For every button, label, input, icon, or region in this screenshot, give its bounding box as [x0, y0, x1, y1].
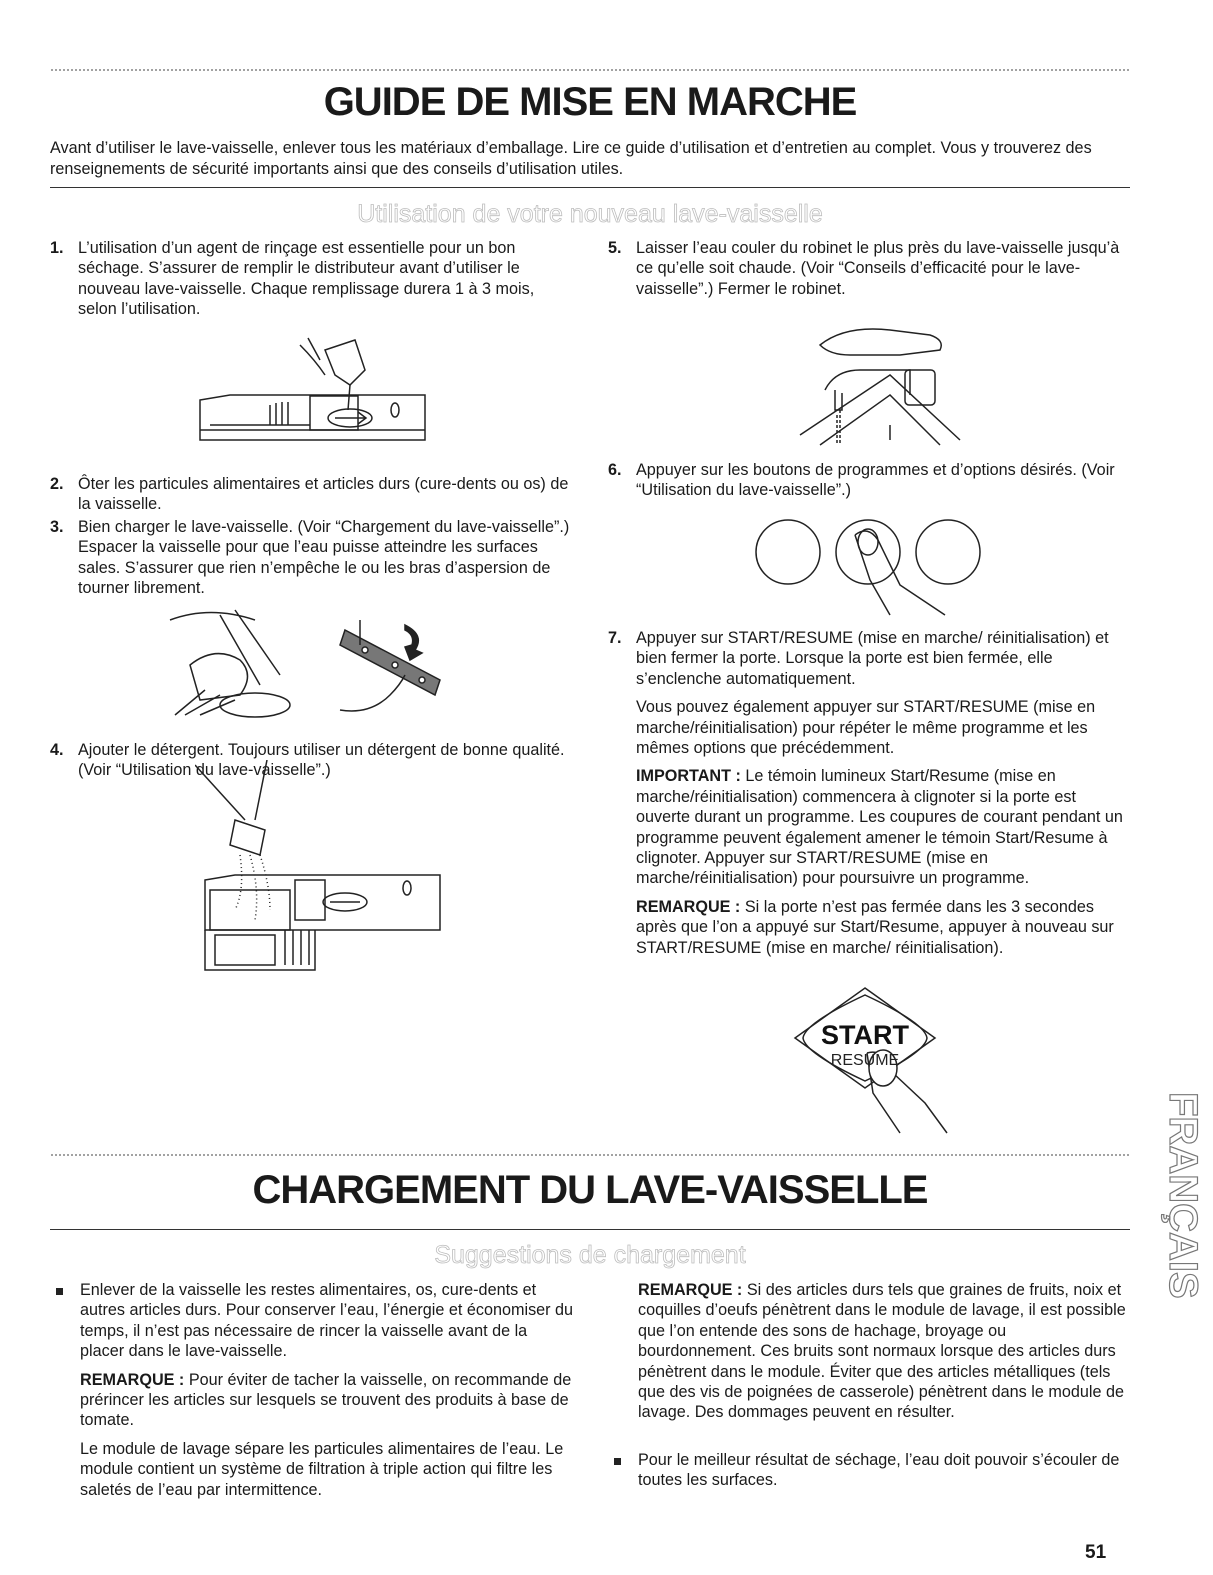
step-6 [608, 460, 1128, 501]
wash-module-text: Le module de lavage sépare les particules alimentaires de l’eau. Le module contient un système de filtration à triple action qui filtre les saletés de l’eau par intermittence. [80, 1439, 564, 1499]
step-text: Ôter les particules alimentaires et articles durs (cure-dents ou os) de la vaisselle. [78, 475, 569, 514]
bullet-text: Pour le meilleur résultat de séchage, l’eau doit pouvoir s’écouler de toutes les surfaces. [638, 1451, 1120, 1490]
section-title-loading: CHARGEMENT DU LAVE-VAISSELLE [252, 1168, 928, 1212]
bullet-square-icon [614, 1458, 621, 1465]
subtitle-loading-suggestions: Suggestions de chargement [434, 1241, 746, 1269]
remarque-hard-items [638, 1280, 1128, 1431]
remarque-text: Si la porte n’est pas fermée dans les 3 secondes après que l’on a appuyé sur Start/Resume, appuyer à nouveau sur START/RESUME (mise en marche/ réinitialisation). [636, 897, 1114, 957]
side-tab-label: FRANÇAIS [1161, 1092, 1205, 1299]
step-text: Appuyer sur les boutons de programmes et d’options désirés. (Voir “Utilisation du lave-vaisselle”.) [636, 461, 1115, 500]
top-dotted-rule [50, 68, 1130, 73]
start-label: START [821, 1020, 909, 1050]
rinse-aid-dispenser-illustration [190, 330, 435, 455]
step-7 [608, 628, 1128, 966]
step-text: Ajouter le détergent. Toujours utiliser un détergent de bonne qualité. (Voir “Utilisation du lave-vaisselle”.) [78, 741, 565, 780]
section-title-guide: GUIDE DE MISE EN MARCHE [323, 80, 857, 124]
step-number: 2. [50, 475, 64, 493]
remarque-label: REMARQUE : [638, 1281, 743, 1299]
remarque-note [80, 1370, 575, 1431]
step-number: 4. [50, 741, 64, 759]
detergent-dispenser-illustration [195, 760, 445, 975]
step-number: 6. [608, 461, 622, 479]
step-text: Appuyer sur START/RESUME (mise en marche/ réinitialisation) et bien fermer la porte. Lorsque la porte est bien fermée, elle s’enclenche automatiquement. [636, 629, 1109, 688]
step7-extra-text: Vous pouvez également appuyer sur START/RESUME (mise en marche/réinitialisation) pour répéter le même programme et les mêmes options que précédemment. [636, 698, 1096, 758]
resume-label: RESUME [830, 1052, 900, 1069]
important-note [636, 766, 1128, 888]
step-5 [608, 238, 1128, 299]
bullet-square-icon [56, 1288, 63, 1295]
page-number: 51 [1085, 1542, 1107, 1563]
scraping-and-spray-arm-illustration [160, 605, 450, 725]
important-text: Le témoin lumineux Start/Resume (mise en marche/réinitialisation) commencera à clignoter si la porte est ouverte durant un programme. Les coupures de courant pendant un programme peuvent également amener le témoin Start/Resume à clignoter. Appuyer sur START/RESUME (mise en marche/réinitialisation) pour poursuivre un programme. [636, 767, 1123, 888]
bullet-text: Enlever de la vaisselle les restes alimentaires, os, cure-dents et autres articles durs. Pour conserver l’eau, l’énergie et économiser du temps, il n’est pas nécessaire de rincer la vaisselle avant de la placer dans le lave-vaisselle. [80, 1281, 574, 1361]
step-2 [50, 474, 570, 515]
step-text: Bien charger le lave-vaisselle. (Voir “Chargement du lave-vaisselle”.) Espacer la vaisselle pour que l’eau puisse atteindre les surfaces sales. S’assurer que rien n’empêche le ou les bras d’aspersion de tourner librement. [78, 518, 570, 598]
remarque-note [636, 897, 1128, 958]
remarque-text: Pour éviter de tacher la vaisselle, on recommande de prérincer les articles sur lesquels se trouvent des produits à base de tomate. [80, 1370, 572, 1430]
subtitle-usage: Utilisation de votre nouveau lave-vaisselle [357, 200, 823, 228]
step-number: 1. [50, 239, 64, 257]
important-label: IMPORTANT : [636, 767, 741, 786]
section-rule [50, 187, 1130, 188]
remarque-text: Si des articles durs tels que graines de fruits, noix et coquilles d’oeufs pénètrent dans le module de lavage, il est possible que l’on entende des sons de hachage, broyage ou bourdonnement. Ces bruits sont normaux lorsque des articles durs pénètrent dans le module. Éviter que des articles métalliques (tels que des vis de poignées de casserole) pénètrent dans le module de lavage. Des dommages peuvent en résulter. [638, 1281, 1126, 1422]
step-number: 3. [50, 518, 64, 536]
language-side-tab [1148, 1090, 1208, 1360]
remarque-label: REMARQUE : [80, 1370, 185, 1389]
option-buttons-illustration [750, 510, 985, 620]
step-1 [50, 238, 570, 320]
bullet-item-1 [50, 1280, 575, 1508]
faucet-illustration [790, 315, 970, 455]
bullet-item-2 [608, 1450, 1128, 1491]
remarque-label: REMARQUE : [636, 897, 741, 916]
step-text: L’utilisation d’un agent de rinçage est essentielle pour un bon séchage. S’assurer de remplir le distributeur avant d’utiliser le nouveau lave-vaisselle. Chaque remplissage durera 1 à 3 mois, selon l’utilisation. [78, 239, 535, 319]
step-number: 5. [608, 239, 622, 257]
middle-dotted-rule [50, 1153, 1130, 1158]
start-resume-button-illustration [775, 983, 955, 1138]
step-number: 7. [608, 629, 622, 647]
step-text: Laisser l’eau couler du robinet le plus près du lave-vaisselle jusqu’à ce qu’elle soit chaude. (Voir “Conseils d’efficacité pour le lave-vaisselle”.) Fermer le robinet. [636, 239, 1120, 298]
section-rule [50, 1229, 1130, 1230]
step-3 [50, 517, 570, 599]
intro-paragraph: Avant d’utiliser le lave-vaisselle, enlever tous les matériaux d’emballage. Lire ce guide d’utilisation et d’entretien au complet. Vous y trouverez des renseignements de sécurité importants ainsi que des conseils d’utilisation utiles. [50, 139, 1092, 178]
